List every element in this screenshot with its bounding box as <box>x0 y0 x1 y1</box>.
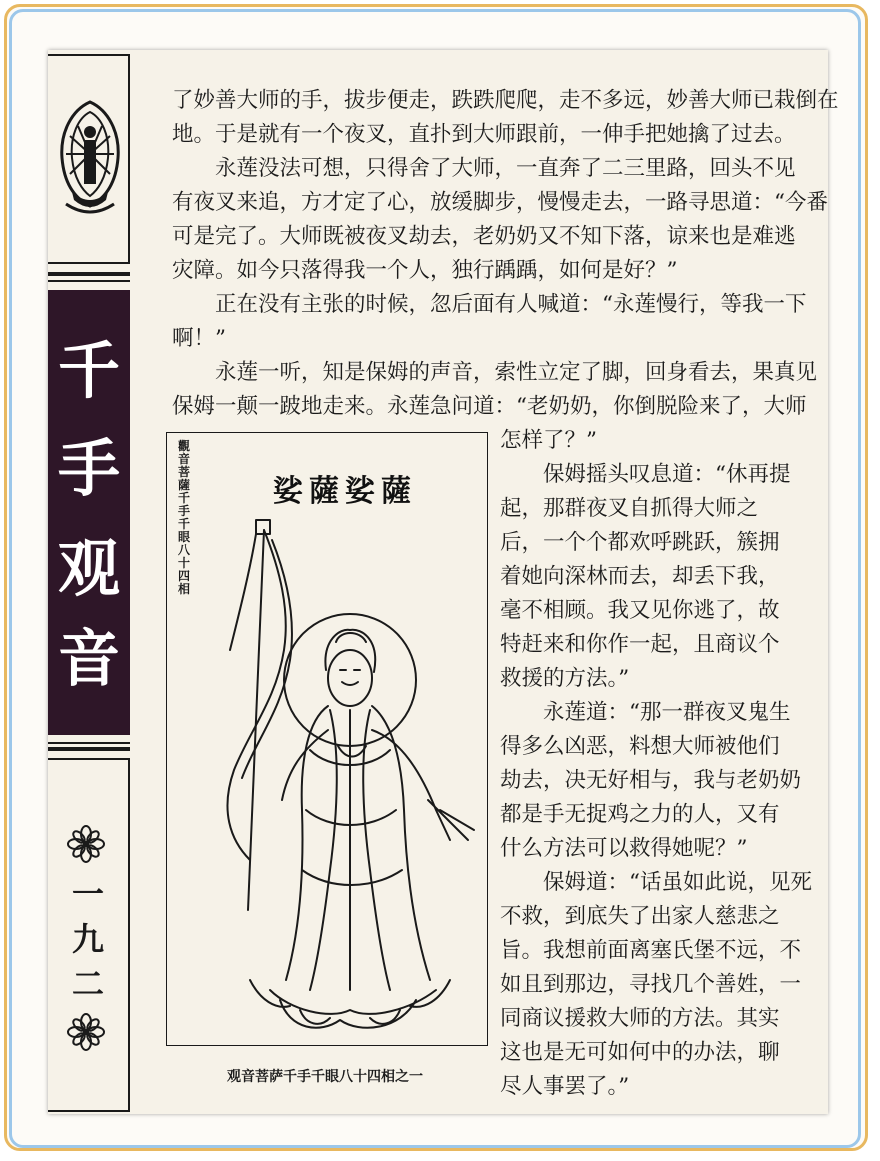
body-text-line: 保姆道：“话虽如此说，见死 <box>500 870 812 895</box>
body-text-line: 灾障。如今只落得我一个人，独行踽踽，如何是好？” <box>172 258 678 283</box>
book-title-char: 千 <box>57 334 120 407</box>
body-text-line: 怎样了？” <box>500 428 597 453</box>
book-title-char: 手 <box>57 432 120 505</box>
body-text-line: 着她向深林而去，却丢下我， <box>500 564 780 589</box>
body-text-line: 正在没有主张的时候，忽后面有人喊道：“永莲慢行，等我一下 <box>172 292 807 317</box>
page-number-digit: 一 <box>71 875 104 913</box>
body-text-line: 永莲一听，知是保姆的声音，索性立定了脚，回身看去，果真见 <box>172 360 818 385</box>
body-text-line: 永莲道：“那一群夜叉鬼生 <box>500 700 791 725</box>
body-text-line: 劫去，决无好相与，我与老奶奶 <box>500 768 802 793</box>
illustration-caption: 观音菩萨千手千眼八十四相之一 <box>227 1069 423 1085</box>
body-text-line: 尽人事罢了。” <box>500 1074 630 1099</box>
body-text-line: 都是手无捉鸡之力的人，又有 <box>500 802 780 827</box>
flower-ornament-icon <box>66 1012 106 1052</box>
spine-rule <box>48 747 130 751</box>
body-text-line: 啊！” <box>172 326 226 351</box>
spine-rule <box>48 742 130 744</box>
page-number-digit: 九 <box>71 920 104 958</box>
illustration-vertical-caption: 觀音菩薩千手千眼八十四相 <box>177 439 190 596</box>
page-number-digit: 二 <box>71 965 104 1003</box>
body-text-line: 保姆一颠一跛地走来。永莲急问道：“老奶奶，你倒脱险来了，大师 <box>172 394 807 419</box>
body-text-line: 得多么凶恶，料想大师被他们 <box>500 734 780 759</box>
body-text-line: 起，那群夜叉自抓得大师之 <box>500 496 759 521</box>
body-text-line: 可是完了。大师既被夜叉劫去，老奶奶又不知下落，谅来也是难逃 <box>172 224 796 249</box>
guanyin-emblem-icon <box>52 96 128 276</box>
spine-rule <box>48 280 130 282</box>
body-text-line: 后，一个个都欢呼跳跃，簇拥 <box>500 530 780 555</box>
book-title-char: 音 <box>57 622 120 695</box>
body-text-line: 永莲没法可想，只得舍了大师，一直奔了二三里路，回头不见 <box>172 156 796 181</box>
guanyin-figure-illustration <box>190 510 480 1040</box>
body-text-line: 什么方法可以救得她呢？” <box>500 836 748 861</box>
spine-emblem-box <box>48 54 130 264</box>
body-text-line: 保姆摇头叹息道：“休再提 <box>500 462 791 487</box>
book-title-char: 观 <box>57 532 120 605</box>
body-text-line: 地。于是就有一个夜叉，直扑到大师跟前，一伸手把她擒了过去。 <box>172 122 796 147</box>
body-text-line: 有夜叉来追，方才定了心，放缓脚步，慢慢走去，一路寻思道：“今番 <box>172 190 828 215</box>
spine-rule <box>48 272 130 276</box>
body-text-line: 了妙善大师的手，拔步便走，跌跌爬爬，走不多远，妙善大师已栽倒在 <box>172 88 839 113</box>
body-text-line: 如且到那边，寻找几个善姓，一 <box>500 972 802 997</box>
flower-ornament-icon <box>66 824 106 864</box>
page-number-box <box>48 758 130 1112</box>
body-text-line: 同商议援救大师的方法。其实 <box>500 1006 780 1031</box>
body-text-line: 这也是无可如何中的办法，聊 <box>500 1040 780 1065</box>
body-text-line: 不救，到底失了出家人慈悲之 <box>500 904 780 929</box>
book-title-band <box>48 290 130 735</box>
body-text-line: 救援的方法。” <box>500 666 630 691</box>
illustration-heading: 娑薩娑薩 <box>273 474 417 509</box>
body-text-line: 特赶来和你作一起，且商议个 <box>500 632 780 657</box>
body-text-line: 毫不相顾。我又见你逃了，故 <box>500 598 780 623</box>
body-text-line: 旨。我想前面离塞氏堡不远，不 <box>500 938 802 963</box>
